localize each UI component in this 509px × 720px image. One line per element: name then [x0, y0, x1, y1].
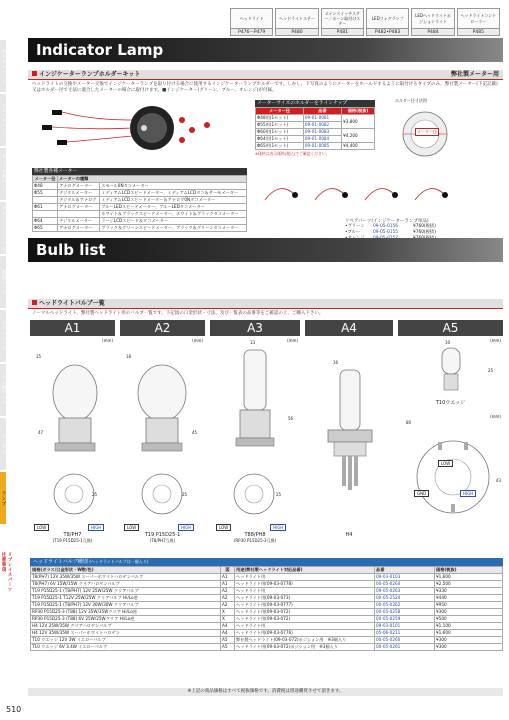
bulb-diagrams — [30, 320, 503, 550]
table-row: H4 12V 35W/35W スーパーホワイトハロゲン A4 ヘッドライト用(09-03-0776) 05-06-0211 ¥1,600 — [31, 630, 503, 637]
side-tab[interactable]: リプレイスパーツ 注意事項 — [1, 552, 12, 592]
side-tab-active[interactable]: ランプ — [0, 472, 6, 524]
side-tab[interactable]: その他パーツ — [0, 364, 6, 416]
size-table-block: メーターサイズのホルダーをラインナップ メーター径 品番 価格(税抜) Φ48用(1セット) 09-01-0081 ¥3,800 Φ55用(1セット) 09-01-0082 Φ60用(1セット) 09-01-0083 ¥4,200 Φ64用(1セット) 09-01-0084 Φ65用(1セット) 09-01-0085 ¥4,400 ※価格は表示価格(税込)でご確認ください。 — [255, 100, 375, 157]
meters-block — [32, 168, 247, 232]
table-row: T10 ウエッジ 12V 3W イエローバルブ A5 弊社製ヘッドライト(09-03-072)ポジション用 ※3個入り 00-05-0260 ¥300 — [31, 637, 503, 644]
size-table-title: メーターサイズのホルダーをラインナップ — [255, 100, 375, 107]
index-tab[interactable]: LEDフォグランプ P482•P483 — [366, 8, 409, 36]
index-tab[interactable]: LEDヘッドライトポジションライト P484 — [411, 8, 454, 36]
table-row: T19 P15D25-1 (T8/PH7) 12V 30W/30W クリアバルブ A2 ヘッドライト用(09-03-0777) 00-05-0262 ¥950 — [31, 602, 503, 609]
section-subhead: ヘッドライトバルブ一覧 — [28, 299, 503, 309]
index-tab[interactable]: ヘッドライト P476〜P479 — [230, 8, 273, 36]
bulb-table-title: ヘッドライトバルブ種別 (ヘッドライトバルブは一個入り) — [30, 558, 503, 566]
bulb-table-block — [30, 558, 503, 651]
page-number: 510 — [6, 705, 22, 714]
repair-item: •グリーン 09-05-0156 ¥760(税抜) — [345, 224, 436, 229]
product-photo — [32, 100, 250, 166]
section-subhead: インジケーターランプホルダーキット 弊社製メーター用 — [28, 70, 503, 80]
table-row: T8(PH7) 6V 15W/15W クリアハロゲンバルブ A1 ヘッドライト用(09-03-0778) 00-05-0264 ¥2,500 — [31, 581, 503, 588]
index-tab[interactable]: メインスイッチステー／ホーン取付けステー P481 — [321, 8, 364, 36]
bulb-type-a2: A2 (mm) 18 45 25 LOW HIGH T19 P15D25-1 (T8/PH7互換) — [120, 320, 205, 550]
table-row: T10 ウエッジ 6V 3.4W イエローバルブ A5 ヘッドライト用(09-03-072)ポジション用 ※3個入り 00-05-0261 ¥300 — [31, 644, 503, 651]
meters-table: メーター径 メーターの種類 Φ48 アナログメーター スモール0Nタコメーター Φ55 デジタルメーター ミディアムLCDスピードメーター、ミディアムLCDタコ＆サーモメーター デジタル＆アナログ ミディアムLCDスピードメーター＆アナログ0Nタコメーター Φ61 アナログメーター ブルーLEDスピードメーター、ブルーLEDタコメーター ホワイト＆ブラックスピードメーター、ホワイト＆ブラックタコメーター Φ64 デジタルメーター ラージLCDスピード＆タコメーター Φ65 アナログメーター ブラック＆グリーンスピードメーター、ブラック＆グリーンタコメーター — [32, 175, 247, 232]
bulb-type-a1: A1 (mm) 15 47 25 LOW HIGH T8/PH7 (T19 P15D25-1互換) — [30, 320, 115, 550]
meters-title: 弊社製各種メーター — [32, 168, 247, 175]
section-banner: Indicator Lamp — [28, 38, 503, 62]
table-row: T8(PH7) 12V 35W/35W スーパーホワイトハロゲンバルブ A1 ヘッドライト用 09-03-0103 ¥1,600 — [31, 574, 503, 581]
bulb-type-a4: A4 16 H4 — [305, 320, 393, 550]
table-row: H4 12V 35W/35W クリアハロゲンバルブ A4 ヘッドライト用 09-03-0101 ¥1,100 — [31, 623, 503, 630]
repair-photo — [255, 170, 500, 220]
repair-item: •ブルー 09-05-0155 ¥760(税抜) — [345, 230, 436, 235]
side-tab[interactable]: カスタムパーツ — [0, 40, 6, 92]
side-tab[interactable]: ボディパーツ — [0, 310, 6, 362]
bulb-table: 規格(ガラス/口金形状・W数/色) 図 用途(弊社製ヘッドライト対応品番) 品番 価格(税抜) T8(PH7) 12V 35W/35W スーパーホワイトハロゲンバルブ A1 ヘッドライト用 09-03-0103 ¥1,600 T8(PH7) 6V 15W/15W クリアハロゲンバルブ A1 ヘッドライト用(09-03-0778) 00-05-0264 ¥2,500 T19 P15D25-1 (T8/PH7) 12V 25W/25W クリアバルブ A2 ヘッドライト用 09-05-0263 ¥330 T19 P15D25-1 T12V 25W/25W クリアバルブ Hi/Lo逆 A2 ヘッドライト用(09-03-073) 00-05-2524 ¥440 T19 P15D25-1 (T8/PH7) 12V 30W/30W クリアバルブ A2 ヘッドライト用(09-03-0777) 00-05-0262 ¥950 RP30 P15D25-3 (T88) 12V 35W/35Wクリア Hi/Lo逆 X ヘッドライト用(09-03-072) 00-05-0258 ¥300 RP30 P15D25-3 (T88) 6V 25W/25Wクリア Hi/Lo逆 X ヘッドライト用(09-03-072) 00-05-0259 ¥500 H4 12V 35W/35W クリアハロゲンバルブ A4 ヘッドライト用 09-03-0101 ¥1,100 H4 12V 35W/35W スーパーホワイトハロゲン A4 ヘッドライト用(09-03-0776) 05-06-0211 ¥1,600 T10 ウエッジ 12V 3W イエローバルブ A5 弊社製ヘッドライト(09-03-072)ポジション用 ※3個入り 00-05-0260 ¥300 T10 ウエッジ 6V 3.4W イエローバルブ A5 ヘッドライト用(09-03-072)ポジション用 ※3個入り 00-05-0261 ¥300 — [30, 566, 503, 651]
side-tabs — [0, 40, 22, 594]
footnote: ※上記の商品価格はすべて税抜価格です。消費税は別途購買させて頂きます。 — [28, 688, 503, 696]
table-row: T19 P15D25-1 T12V 25W/25W クリアバルブ Hi/Lo逆 A2 ヘッドライト用(09-03-073) 00-05-2524 ¥440 — [31, 595, 503, 602]
side-tab[interactable]: ケーブル — [0, 418, 6, 470]
side-tab[interactable]: ドライブ系パーツ — [0, 148, 6, 200]
table-row: RP30 P15D25-3 (T88) 6V 25W/25Wクリア Hi/Lo逆 X ヘッドライト用(09-03-072) 00-05-0259 ¥500 — [31, 616, 503, 623]
table-row: T19 P15D25-1 (T8/PH7) 12V 25W/25W クリアバルブ A2 ヘッドライト用 09-05-0263 ¥330 — [31, 588, 503, 595]
size-table: メーター径 品番 価格(税抜) Φ48用(1セット) 09-01-0081 ¥3,800 Φ55用(1セット) 09-01-0082 Φ60用(1セット) 09-01-0083 ¥4,200 Φ64用(1セット) 09-01-0084 Φ65用(1セット) 09-01-0085 ¥4,400 — [255, 107, 375, 150]
section-banner: Bulb list — [28, 238, 503, 262]
index-tab[interactable]: ヘッドライトステー P480 — [275, 8, 318, 36]
side-tab[interactable]: 電装パーツ — [0, 256, 6, 308]
description: ノーマルヘッドライト、弊社製ヘッドライト用のバルブ一覧です。下記図の口金形状・寸法、及び一覧表の品番等をご確認の上、ご購入下さい。 — [32, 311, 324, 316]
holder-diagram: ホルダー径寸法図 メーター径 — [395, 98, 500, 160]
index-tab[interactable]: ヘッドライトコントローラー P485 — [457, 8, 500, 36]
side-tab[interactable]: ブレーキパーツ — [0, 94, 6, 146]
bulb-type-a5: A5 (mm) 10 25 T10ウエッジ (mm) 80 43 LOW GND HIGH — [398, 320, 503, 550]
bulb-type-a3: A3 (mm) 13 56 25 LOW HIGH T88/PH8 (RP30 P15D25-3互換) — [210, 320, 300, 550]
side-tab[interactable]: エキゾーストパーツ — [0, 202, 6, 254]
table-row: RP30 P15D25-3 (T88) 12V 35W/35Wクリア Hi/Lo逆 X ヘッドライト用(09-03-072) 00-05-0258 ¥300 — [31, 609, 503, 616]
repair-list: リペアパーツ(インジケーターランプ単品) •グリーン 09-05-0156 ¥760(税抜) •ブルー 09-05-0155 ¥760(税抜) — [345, 218, 500, 248]
index-tabs — [230, 8, 500, 36]
description: ヘッドライトの交換やメーター交換でインジケーターランプを取り付ける場合に使用するインジケーターランプホルダーです。しかし、下写真のようにメーターをホールドするように取付けるタイプのみ、弊社製メーター(下記記載)又はホルダー径で寸法に適合したメーターの場合に取付けます。■インジケーター(グリーン、ブルー、オレンジ)が付属。 — [32, 82, 498, 93]
